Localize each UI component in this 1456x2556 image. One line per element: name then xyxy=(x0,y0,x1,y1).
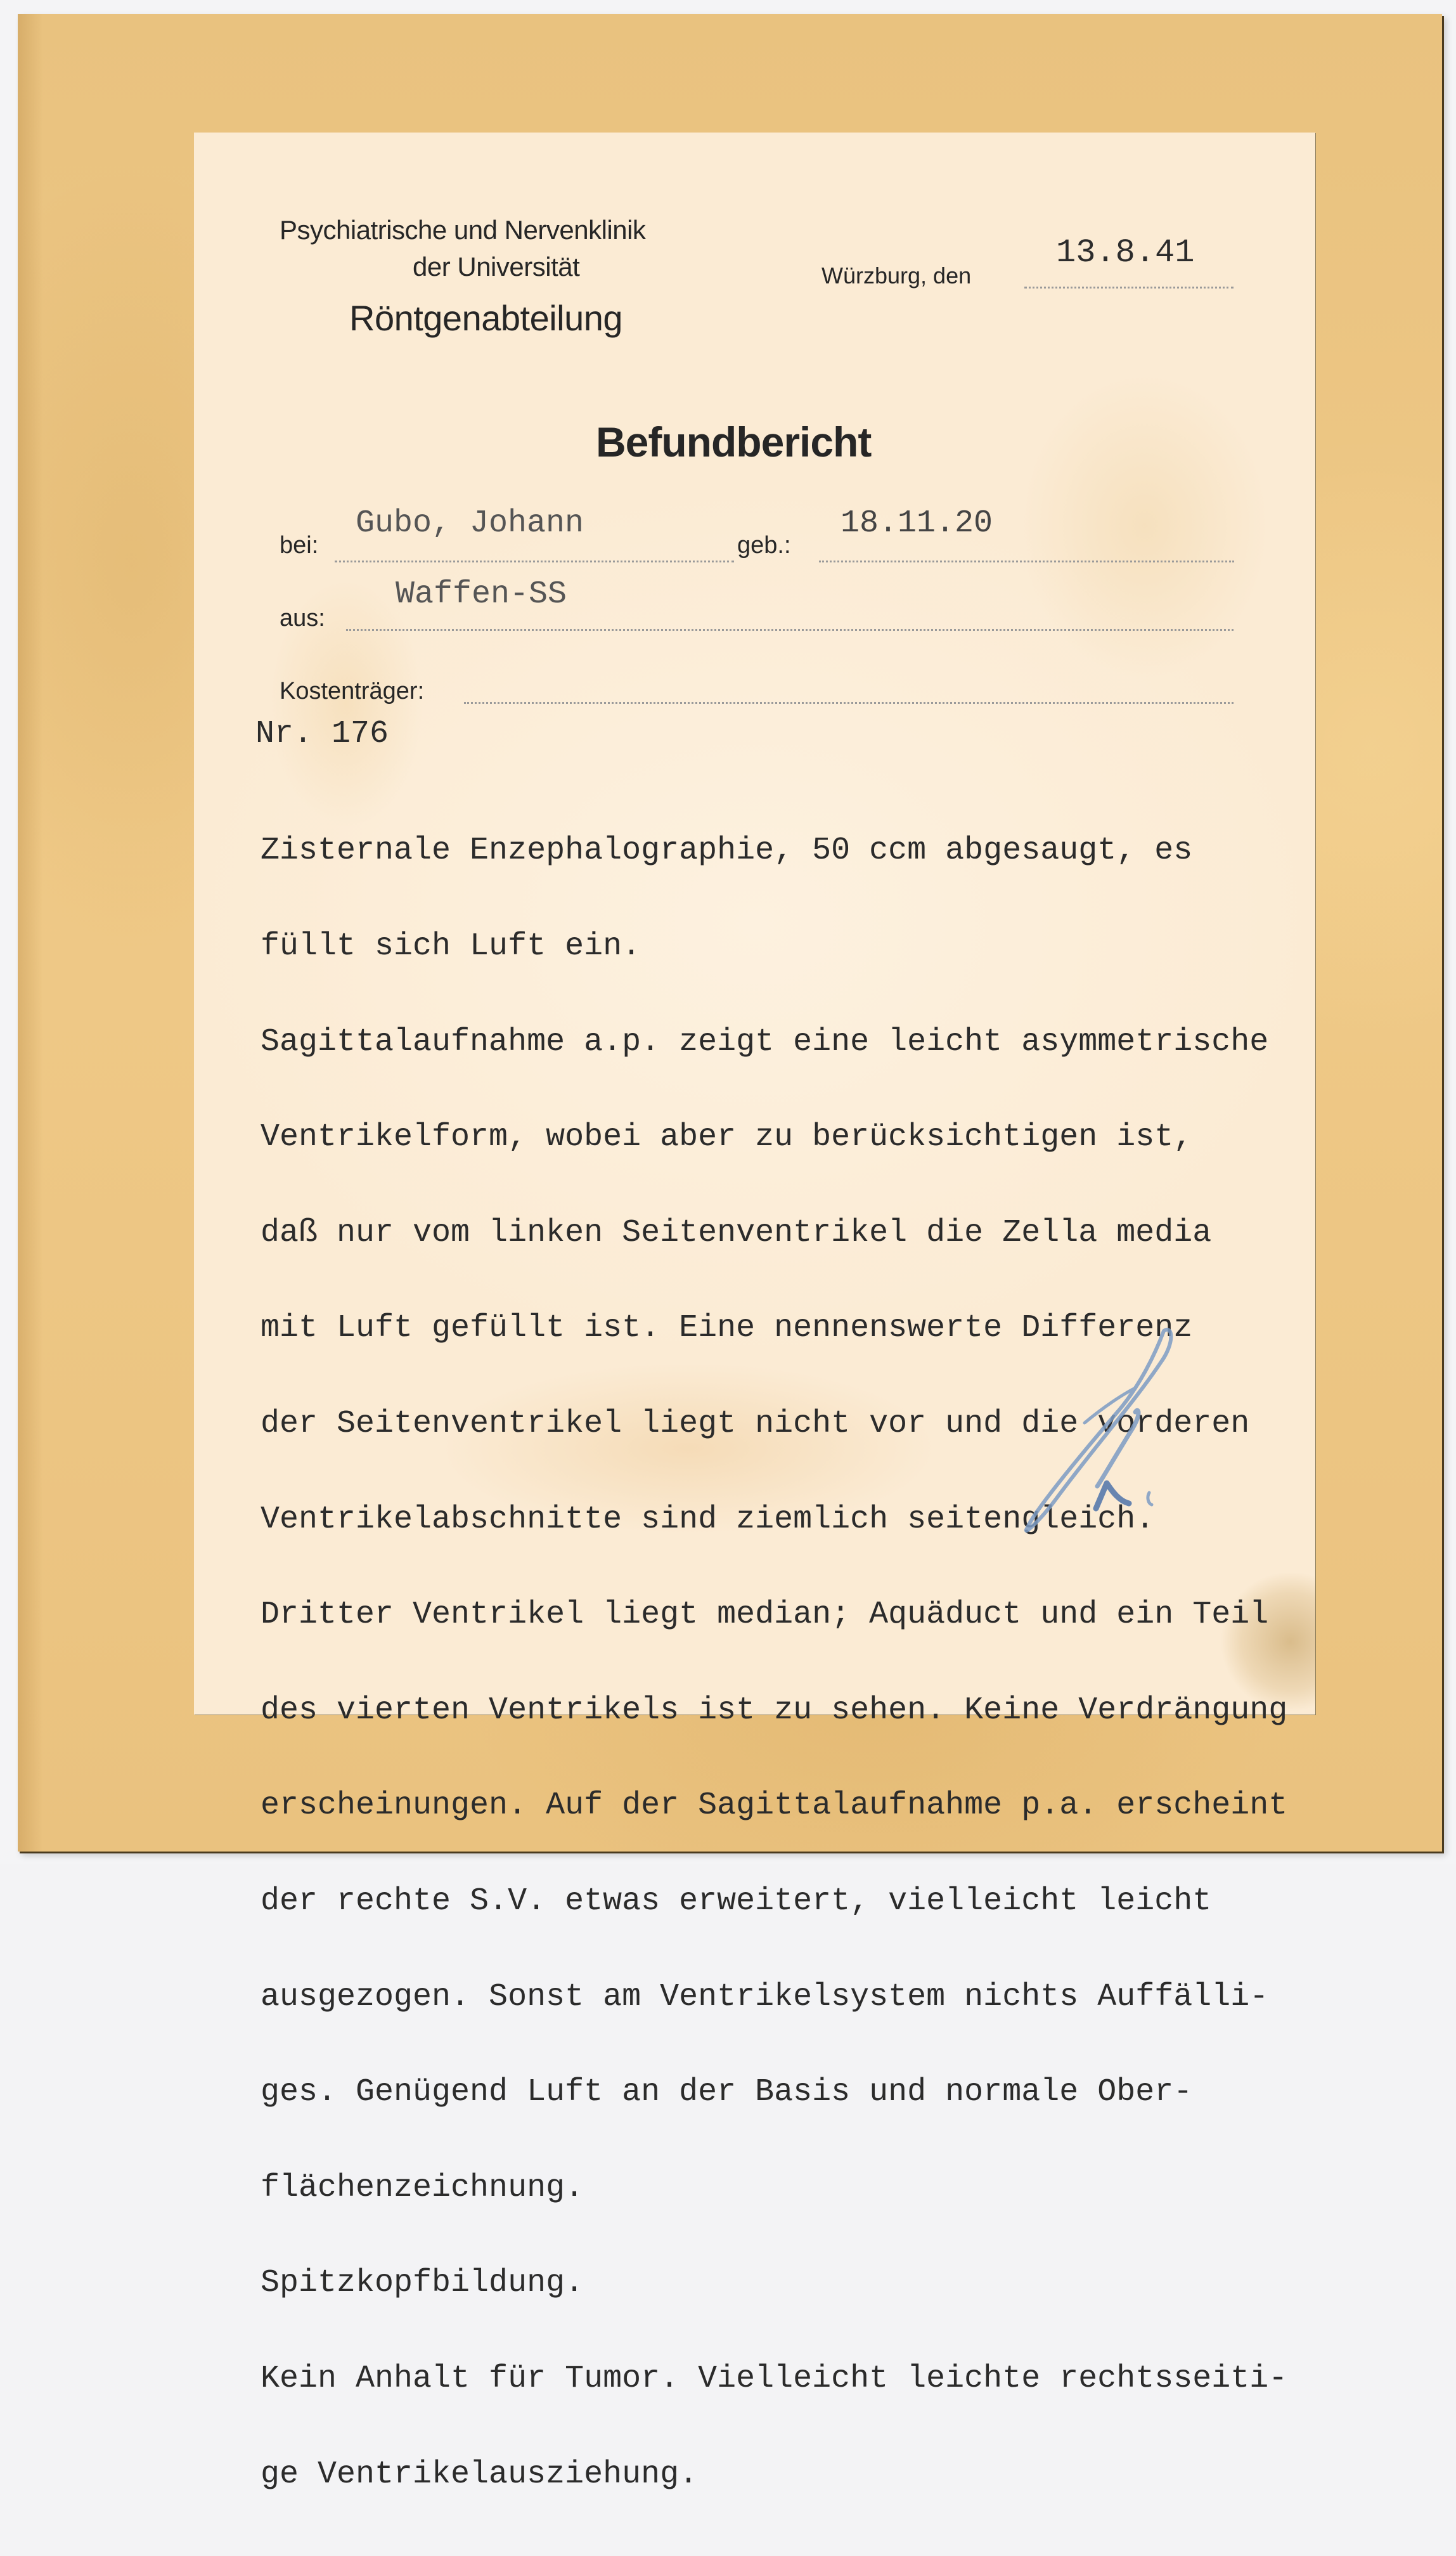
body-line: Ventrikelabschnitte sind ziemlich seitengleich. xyxy=(261,1501,1155,1538)
manila-envelope xyxy=(18,14,1442,2493)
body-line: Sagittalaufnahme a.p. zeigt eine leicht asymmetrische xyxy=(261,1023,1269,1060)
report-sheet xyxy=(194,133,1315,2493)
body-line: Spitzkopfbildung. xyxy=(261,2265,584,2302)
patient-label: bei: xyxy=(280,532,319,559)
document-title: Befundbericht xyxy=(596,418,872,465)
body-line: ges. Genügend Luft an der Basis und normale Ober- xyxy=(261,2074,1193,2111)
institution-name: Psychiatrische und Nervenklinik xyxy=(280,215,646,245)
cost-bearer-dotted-line xyxy=(464,702,1234,704)
body-line: Zisternale Enzephalographie, 50 ccm abgesaugt, es xyxy=(261,833,1193,869)
patient-name: Gubo, Johann xyxy=(356,505,584,542)
body-line: daß nur vom linken Seitenventrikel die Zella media xyxy=(261,1214,1212,1251)
handwritten-signature-icon xyxy=(1008,1318,1199,1547)
city-date-label: Würzburg, den xyxy=(821,263,972,289)
cost-bearer-label: Kostenträger: xyxy=(280,678,425,704)
body-line: Kein Anhalt für Tumor. Vielleicht leichte rechtsseiti- xyxy=(261,2360,1288,2397)
origin-dotted-line xyxy=(346,629,1234,631)
report-number: Nr. 176 xyxy=(255,716,389,752)
body-line: flächenzeichnung. xyxy=(261,2169,584,2206)
date-dotted-line xyxy=(1024,287,1234,289)
birthdate-value: 18.11.20 xyxy=(841,505,993,542)
body-line: füllt sich Luft ein. xyxy=(261,928,641,964)
body-line: ausgezogen. Sonst am Ventrikelsystem nichts Auffälli- xyxy=(261,1978,1269,2015)
birthdate-label: geb.: xyxy=(737,532,791,559)
envelope-left-fold xyxy=(18,14,43,1852)
body-line: erscheinungen. Auf der Sagittalaufnahme p.a. erscheint xyxy=(261,1787,1288,1824)
body-line: mit Luft gefüllt ist. Eine nennenswerte Differenz xyxy=(261,1310,1193,1347)
institution-university: der Universität xyxy=(413,252,580,282)
report-body xyxy=(261,772,1287,2554)
body-line: der Seitenventrikel liegt nicht vor und die vorderen xyxy=(261,1405,1250,1442)
department-name: Röntgenabteilung xyxy=(349,298,623,338)
body-line: ge Ventrikelausziehung. xyxy=(261,2456,699,2493)
birthdate-dotted-line xyxy=(819,561,1234,562)
origin-label: aus: xyxy=(280,605,325,632)
report-date: 13.8.41 xyxy=(1056,234,1195,271)
body-line: des vierten Ventrikels ist zu sehen. Keine Verdrängung xyxy=(261,1692,1288,1729)
body-line: Dritter Ventrikel liegt median; Aquäduct und ein Teil xyxy=(261,1597,1269,1633)
origin-value: Waffen-SS xyxy=(396,576,567,613)
patient-dotted-line xyxy=(335,561,734,562)
body-line: der rechte S.V. etwas erweitert, vielleicht leicht xyxy=(261,1883,1212,1919)
body-line: Ventrikelform, wobei aber zu berücksichtigen ist, xyxy=(261,1119,1193,1156)
